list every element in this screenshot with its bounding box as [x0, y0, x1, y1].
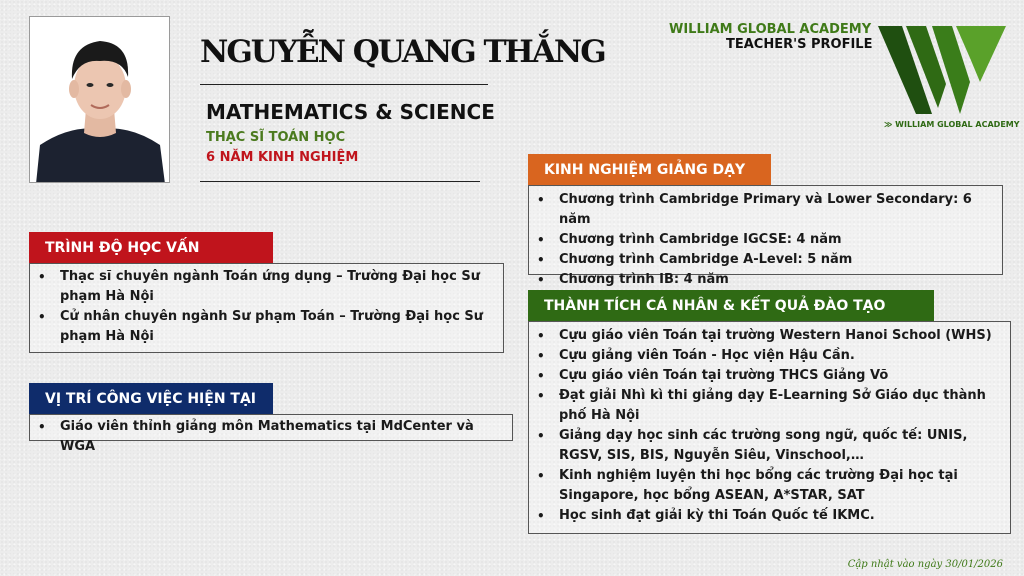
list-item: • Chương trình Cambridge A-Level: 5 năm: [529, 250, 1002, 270]
name-divider: [200, 84, 488, 85]
teacher-photo: [29, 16, 170, 183]
teacher-name: NGUYỄN QUANG THẮNG: [200, 34, 605, 70]
academy-name: WILLIAM GLOBAL ACADEMY: [669, 22, 872, 37]
degree-label: THẠC SĨ TOÁN HỌC: [206, 130, 346, 145]
list-item: • Cựu giáo viên Toán tại trường Western Hanoi School (WHS): [529, 326, 1010, 346]
subject-title: MATHEMATICS & SCIENCE: [206, 100, 495, 124]
list-item: • Đạt giải Nhì kì thi giảng dạy E-Learning Sở Giáo dục thành phố Hà Nội: [529, 386, 1010, 426]
academy-logo-text: ≫ WILLIAM GLOBAL ACADEMY: [884, 120, 1020, 129]
achievements-section-title: THÀNH TÍCH CÁ NHÂN & KẾT QUẢ ĐÀO TẠO: [528, 290, 934, 321]
w-logo-icon: [876, 22, 1008, 118]
profile-type-label: TEACHER'S PROFILE: [726, 37, 873, 52]
teaching-experience-list: [529, 190, 1002, 290]
academy-logo: [876, 22, 1008, 118]
teacher-portrait-image: [30, 17, 170, 183]
current-position-section-title: VỊ TRÍ CÔNG VIỆC HIỆN TẠI: [29, 383, 273, 414]
achievements-list: [529, 326, 1010, 526]
list-item: • Chương trình Cambridge Primary và Lower Secondary: 6 năm: [529, 190, 1002, 230]
education-section-title: TRÌNH ĐỘ HỌC VẤN: [29, 232, 273, 263]
list-item: • Cử nhân chuyên ngành Sư phạm Toán – Trường Đại học Sư phạm Hà Nội: [30, 307, 503, 347]
subtitle-divider: [200, 181, 480, 182]
list-item: • Học sinh đạt giải kỳ thi Toán Quốc tế IKMC.: [529, 506, 1010, 526]
current-position-list: [30, 417, 512, 457]
list-item: • Cựu giáo viên Toán tại trường THCS Giảng Võ: [529, 366, 1010, 386]
achievements-list-box: [528, 321, 1011, 534]
last-updated-note: Cập nhật vào ngày 30/01/2026: [847, 559, 1003, 570]
list-item: • Giảng dạy học sinh các trường song ngữ, quốc tế: UNIS, RGSV, SIS, BIS, Nguyễn Siêu, Vinschool,…: [529, 426, 1010, 466]
list-item: • Cựu giảng viên Toán - Học viện Hậu Cần.: [529, 346, 1010, 366]
list-item: • Chương trình Cambridge IGCSE: 4 năm: [529, 230, 1002, 250]
list-item: • Giáo viên thỉnh giảng môn Mathematics tại MdCenter và WGA: [30, 417, 512, 457]
current-position-list-box: [29, 414, 513, 454]
list-item: • Kinh nghiệm luyện thi học bổng các trường Đại học tại Singapore, học bổng ASEAN, A*STAR, SAT: [529, 466, 1010, 506]
education-list: [30, 267, 503, 347]
experience-years-label: 6 NĂM KINH NGHIỆM: [206, 150, 359, 165]
list-item: • Thạc sĩ chuyên ngành Toán ứng dụng – Trường Đại học Sư phạm Hà Nội: [30, 267, 503, 307]
teaching-experience-section-title: KINH NGHIỆM GIẢNG DẠY: [528, 154, 771, 185]
teaching-experience-list-box: [528, 185, 1003, 287]
education-list-box: [29, 263, 504, 353]
list-item: • Chương trình IB: 4 năm: [529, 270, 1002, 290]
